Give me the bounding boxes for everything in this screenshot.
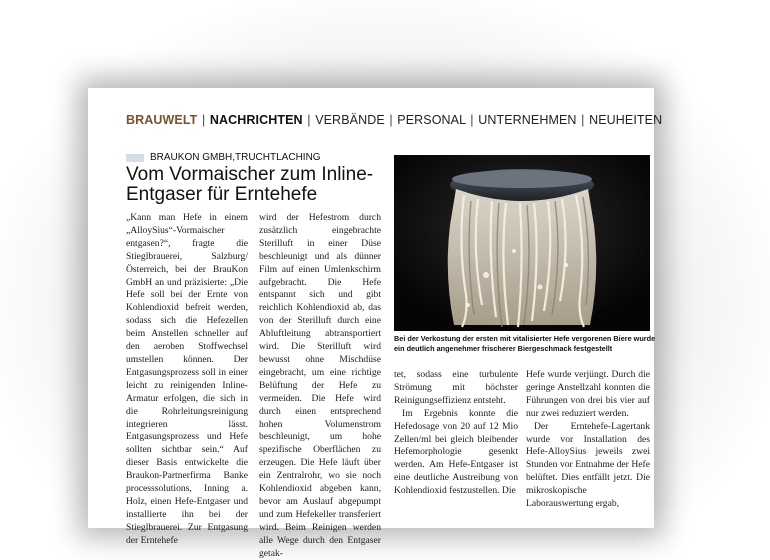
yeast-degasser-photo — [394, 155, 650, 331]
article-headline — [126, 165, 386, 205]
nav-item-nachrichten[interactable]: NACHRICHTEN — [209, 113, 303, 127]
article-kicker — [126, 152, 321, 163]
section-nav — [126, 113, 662, 127]
nav-item-verbaende[interactable]: VERBÄNDE — [315, 113, 385, 127]
nav-separator: | — [307, 113, 311, 127]
body-paragraph: Hefe wurde verjüngt. Durch die geringe Anstellzahl konnten die Führungen von drei bis vier auf nur zwei reduziert werden. — [526, 369, 650, 419]
body-paragraph: Der Erntehefe-Lagertank wurde vor Installation des Hefe-AlloySius jeweils zwei Stunden vor Entnahme der Hefe belüftet. Dies entfällt jetzt. Die mikroskopische Laborauswertung ergab, — [526, 420, 650, 510]
body-column-1 — [126, 212, 248, 548]
headline-line: Entgaser für Erntehefe — [126, 184, 318, 205]
headline-line: Vom Vormaischer zum Inline- — [126, 164, 374, 185]
nav-brand[interactable]: BRAUWELT — [126, 113, 198, 127]
nav-item-personal[interactable]: PERSONAL — [397, 113, 466, 127]
nav-item-unternehmen[interactable]: UNTERNEHMEN — [478, 113, 577, 127]
nav-separator: | — [201, 113, 206, 127]
kicker-bar — [126, 154, 144, 162]
nav-item-neuheiten[interactable]: NEUHEITEN — [589, 113, 663, 127]
body-column-2 — [259, 212, 381, 560]
photo-illustration — [394, 155, 650, 331]
body-column-4 — [526, 369, 650, 511]
body-paragraph: Im Ergebnis konnte die Hefedosage von 20 auf 12 Mio Zellen/ml bei gleich bleibender Hefemorphologie gesenkt werden. Am Hefe-Entgaser ist eine deutliche Austreibung von Kohlendioxid festzustellen. Die — [394, 407, 518, 497]
kicker-text: BRAUKON GMBH,TRUCHTLACHING — [150, 152, 321, 163]
body-paragraph: wird der Hefestrom durch zusätzlich eingebrachte Sterilluft in einer Düse beschleunigt und als dünner Film auf einen Umlenkschirm aufgebracht. Die Hefe entspannt sich und gibt reichlich Kohlendioxid ab, das von der Sterilluft durch eine Abluftleitung abtransportiert wird. Die Sterilluft wird bewusst ohne Mischdüse eingebracht, um eine richtige Belüftung der Hefe zu vermeiden. Die Hefe wird durch einen entsprechend hohen Volumenstrom beschleunigt, um hohe spezifische Oberflächen zu erzeugen. Die Hefe läuft über ein Zentralrohr, wo sie noch Kohlendioxid abgeben kann, bevor am Auslauf abgepumpt und zum Hefekeller transferiert wird. Beim Reinigen werden alle Wege durch den Entgaser getak- — [259, 212, 381, 559]
body-paragraph: „Kann man Hefe in einem „AlloySius“-Vormaischer entgasen?“, fragte die Stieglbrauerei, Salzburg/Österreich, bei der BrauKon GmbH an und präzisierte: „Die Hefe soll bei der Ernte von Kohlendioxid befreit werden, sodass sich die Hefezellen beim Anstellen schneller auf den aeroben Stoffwechsel umstellen können. Der Entgasungsprozess soll in einer leicht zu reinigenden Inline-Armatur erfolgen, die sich in die Rohrleitungsreinigung integrieren lässt. Entgasungsprozess und Hefe sollten sichtbar sein.“ Auf dieser Basis entwickelte die Braukon-Partnerfirma Banke processsolutions, Inning a. Holz, einen Hefe-Entgaser und installierte ihn bei der Stieglbrauerei. Zur Entgasung der Erntehefe — [126, 212, 248, 546]
nav-separator: | — [581, 113, 585, 127]
photo-caption: Bei der Verkostung der ersten mit vitalisierter Hefe vergorenen Biere wurde ein deutlich angenehmer frischerer Biergeschmack festgestellt — [394, 334, 656, 353]
magazine-page — [88, 88, 663, 559]
body-column-3 — [394, 369, 518, 498]
body-paragraph: tet, sodass eine turbulente Strömung mit höchster Reinigungseffizienz entsteht. — [394, 369, 518, 406]
nav-separator: | — [389, 113, 393, 127]
nav-separator: | — [470, 113, 474, 127]
